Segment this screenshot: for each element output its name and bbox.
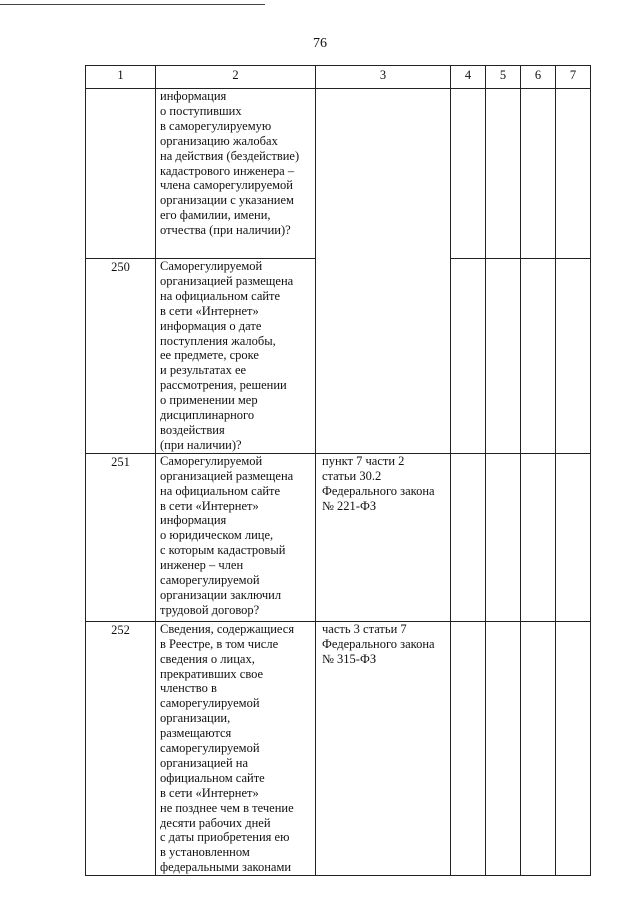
table-row [86,621,591,875]
requirements-table [85,65,591,876]
empty-cell [556,621,591,875]
empty-cell [556,259,591,454]
row-number [86,89,156,259]
empty-cell [486,89,521,259]
row-number: 252 [86,621,156,875]
empty-cell [521,453,556,621]
empty-cell [556,453,591,621]
empty-cell [451,259,486,454]
question-cell: Сведения, содержащиеся в Реестре, в том числе сведения о лицах, прекративших свое членство в саморегулируемой организации, размещаются саморегулируемой организацией на официальном сайте в сети «Интернет» не позднее чем в течение десяти рабочих дней с даты приобретения ею в установленном федеральными законами [156,621,316,875]
top-rule [0,4,265,5]
empty-cell [451,621,486,875]
question-cell: Саморегулируемой организацией размещена на официальном сайте в сети «Интернет» информация о дате поступления жалобы, ее предмете, сроке и результатах ее рассмотрения, решении о применении мер дисциплинарного воздействия (при наличии)? [156,259,316,454]
law-reference-cell [316,89,451,454]
empty-cell [486,453,521,621]
header-col-6: 6 [521,66,556,89]
header-col-3: 3 [316,66,451,89]
empty-cell [521,89,556,259]
row-number: 251 [86,453,156,621]
table-row [86,453,591,621]
header-col-1: 1 [86,66,156,89]
law-reference-cell: пункт 7 части 2 статьи 30.2 Федерального закона № 221-ФЗ [316,453,451,621]
question-cell: Саморегулируемой организацией размещена на официальном сайте в сети «Интернет» информация о юридическом лице, с которым кадастровый инженер – член саморегулируемой организации заключил трудовой договор? [156,453,316,621]
law-reference-cell: часть 3 статьи 7 Федерального закона № 315-ФЗ [316,621,451,875]
header-col-5: 5 [486,66,521,89]
empty-cell [521,621,556,875]
empty-cell [451,89,486,259]
empty-cell [486,259,521,454]
empty-cell [521,259,556,454]
row-number: 250 [86,259,156,454]
header-col-4: 4 [451,66,486,89]
page-number: 76 [313,36,327,51]
header-col-2: 2 [156,66,316,89]
empty-cell [486,621,521,875]
empty-cell [556,89,591,259]
header-col-7: 7 [556,66,591,89]
header-row [86,66,591,89]
table-row [86,89,591,259]
empty-cell [451,453,486,621]
question-cell: информация о поступивших в саморегулируемую организацию жалобах на действия (бездействие) кадастрового инженера – члена саморегулируемой организации с указанием его фамилии, имени, отчества (при наличии)? [156,89,316,259]
